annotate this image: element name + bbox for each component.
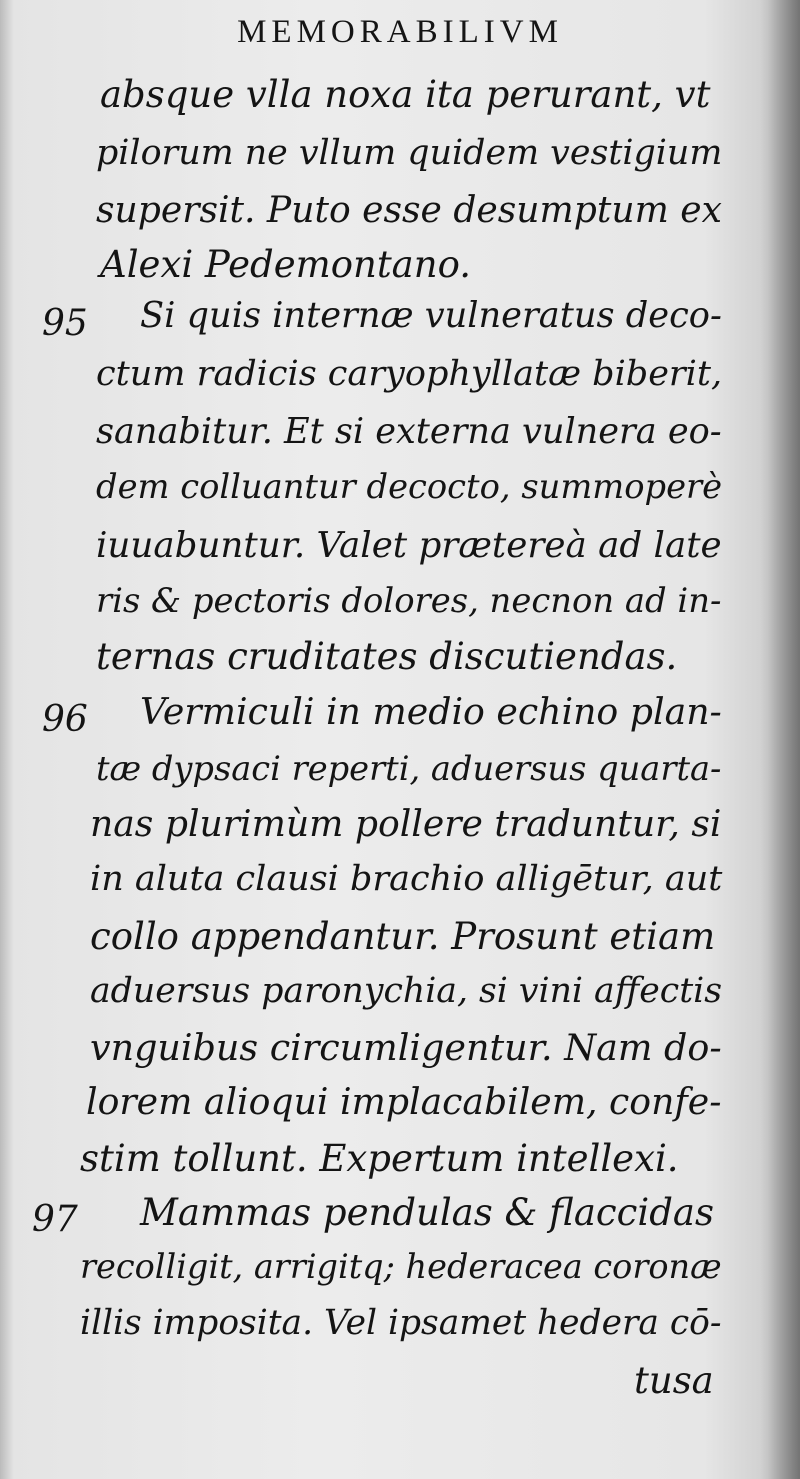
text-line: absque vlla noxa ita perurant, vt — [100, 73, 711, 116]
catchword: tusa — [634, 1359, 714, 1402]
text-line: nas plurimùm pollere traduntur, si — [90, 802, 722, 845]
text-line: stim tollunt. Expertum intellexi. — [80, 1137, 679, 1180]
section-number: 97 — [32, 1199, 78, 1240]
text-line: Mammas pendulas & flaccidas — [140, 1191, 714, 1234]
text-line: in aluta clausi brachio alligētur, aut — [90, 859, 723, 899]
gutter-shadow — [0, 0, 14, 1479]
section-number: 95 — [42, 303, 88, 344]
text-line: supersit. Puto esse desumptum ex — [96, 189, 722, 231]
text-line: Alexi Pedemontano. — [100, 243, 471, 286]
text-line: dem colluantur decocto, summoperè — [96, 467, 723, 506]
text-line: Vermiculi in medio echino plan- — [140, 690, 722, 733]
text-line: recolligit, arrigitq; hederacea coronæ — [80, 1247, 722, 1286]
section-number: 96 — [42, 699, 88, 740]
page-edge-shadow — [760, 0, 800, 1479]
text-line: sanabitur. Et si externa vulnera eo- — [96, 411, 722, 452]
text-line: illis imposita. Vel ipsamet hedera cō- — [80, 1303, 722, 1343]
text-line: collo appendantur. Prosunt etiam — [90, 915, 716, 958]
text-line: aduersus paronychia, si vini affectis — [90, 971, 723, 1011]
text-line: ctum radicis caryophyllatæ biberit, — [96, 353, 723, 394]
text-line: vnguibus circumligentur. Nam do- — [90, 1026, 722, 1069]
running-head: MEMORABILIVM — [237, 14, 563, 50]
text-line: iuuabuntur. Valet prætereà ad late — [96, 525, 722, 566]
text-line: pilorum ne vllum quidem vestigium — [96, 133, 723, 173]
text-line: ris & pectoris dolores, necnon ad in- — [96, 581, 722, 620]
text-line: Si quis internæ vulneratus deco- — [140, 295, 722, 336]
text-line: ternas cruditates discutiendas. — [96, 635, 678, 678]
text-line: lorem alioqui implacabilem, confe- — [86, 1080, 722, 1123]
text-line: tæ dypsaci reperti, aduersus quarta- — [96, 749, 722, 788]
